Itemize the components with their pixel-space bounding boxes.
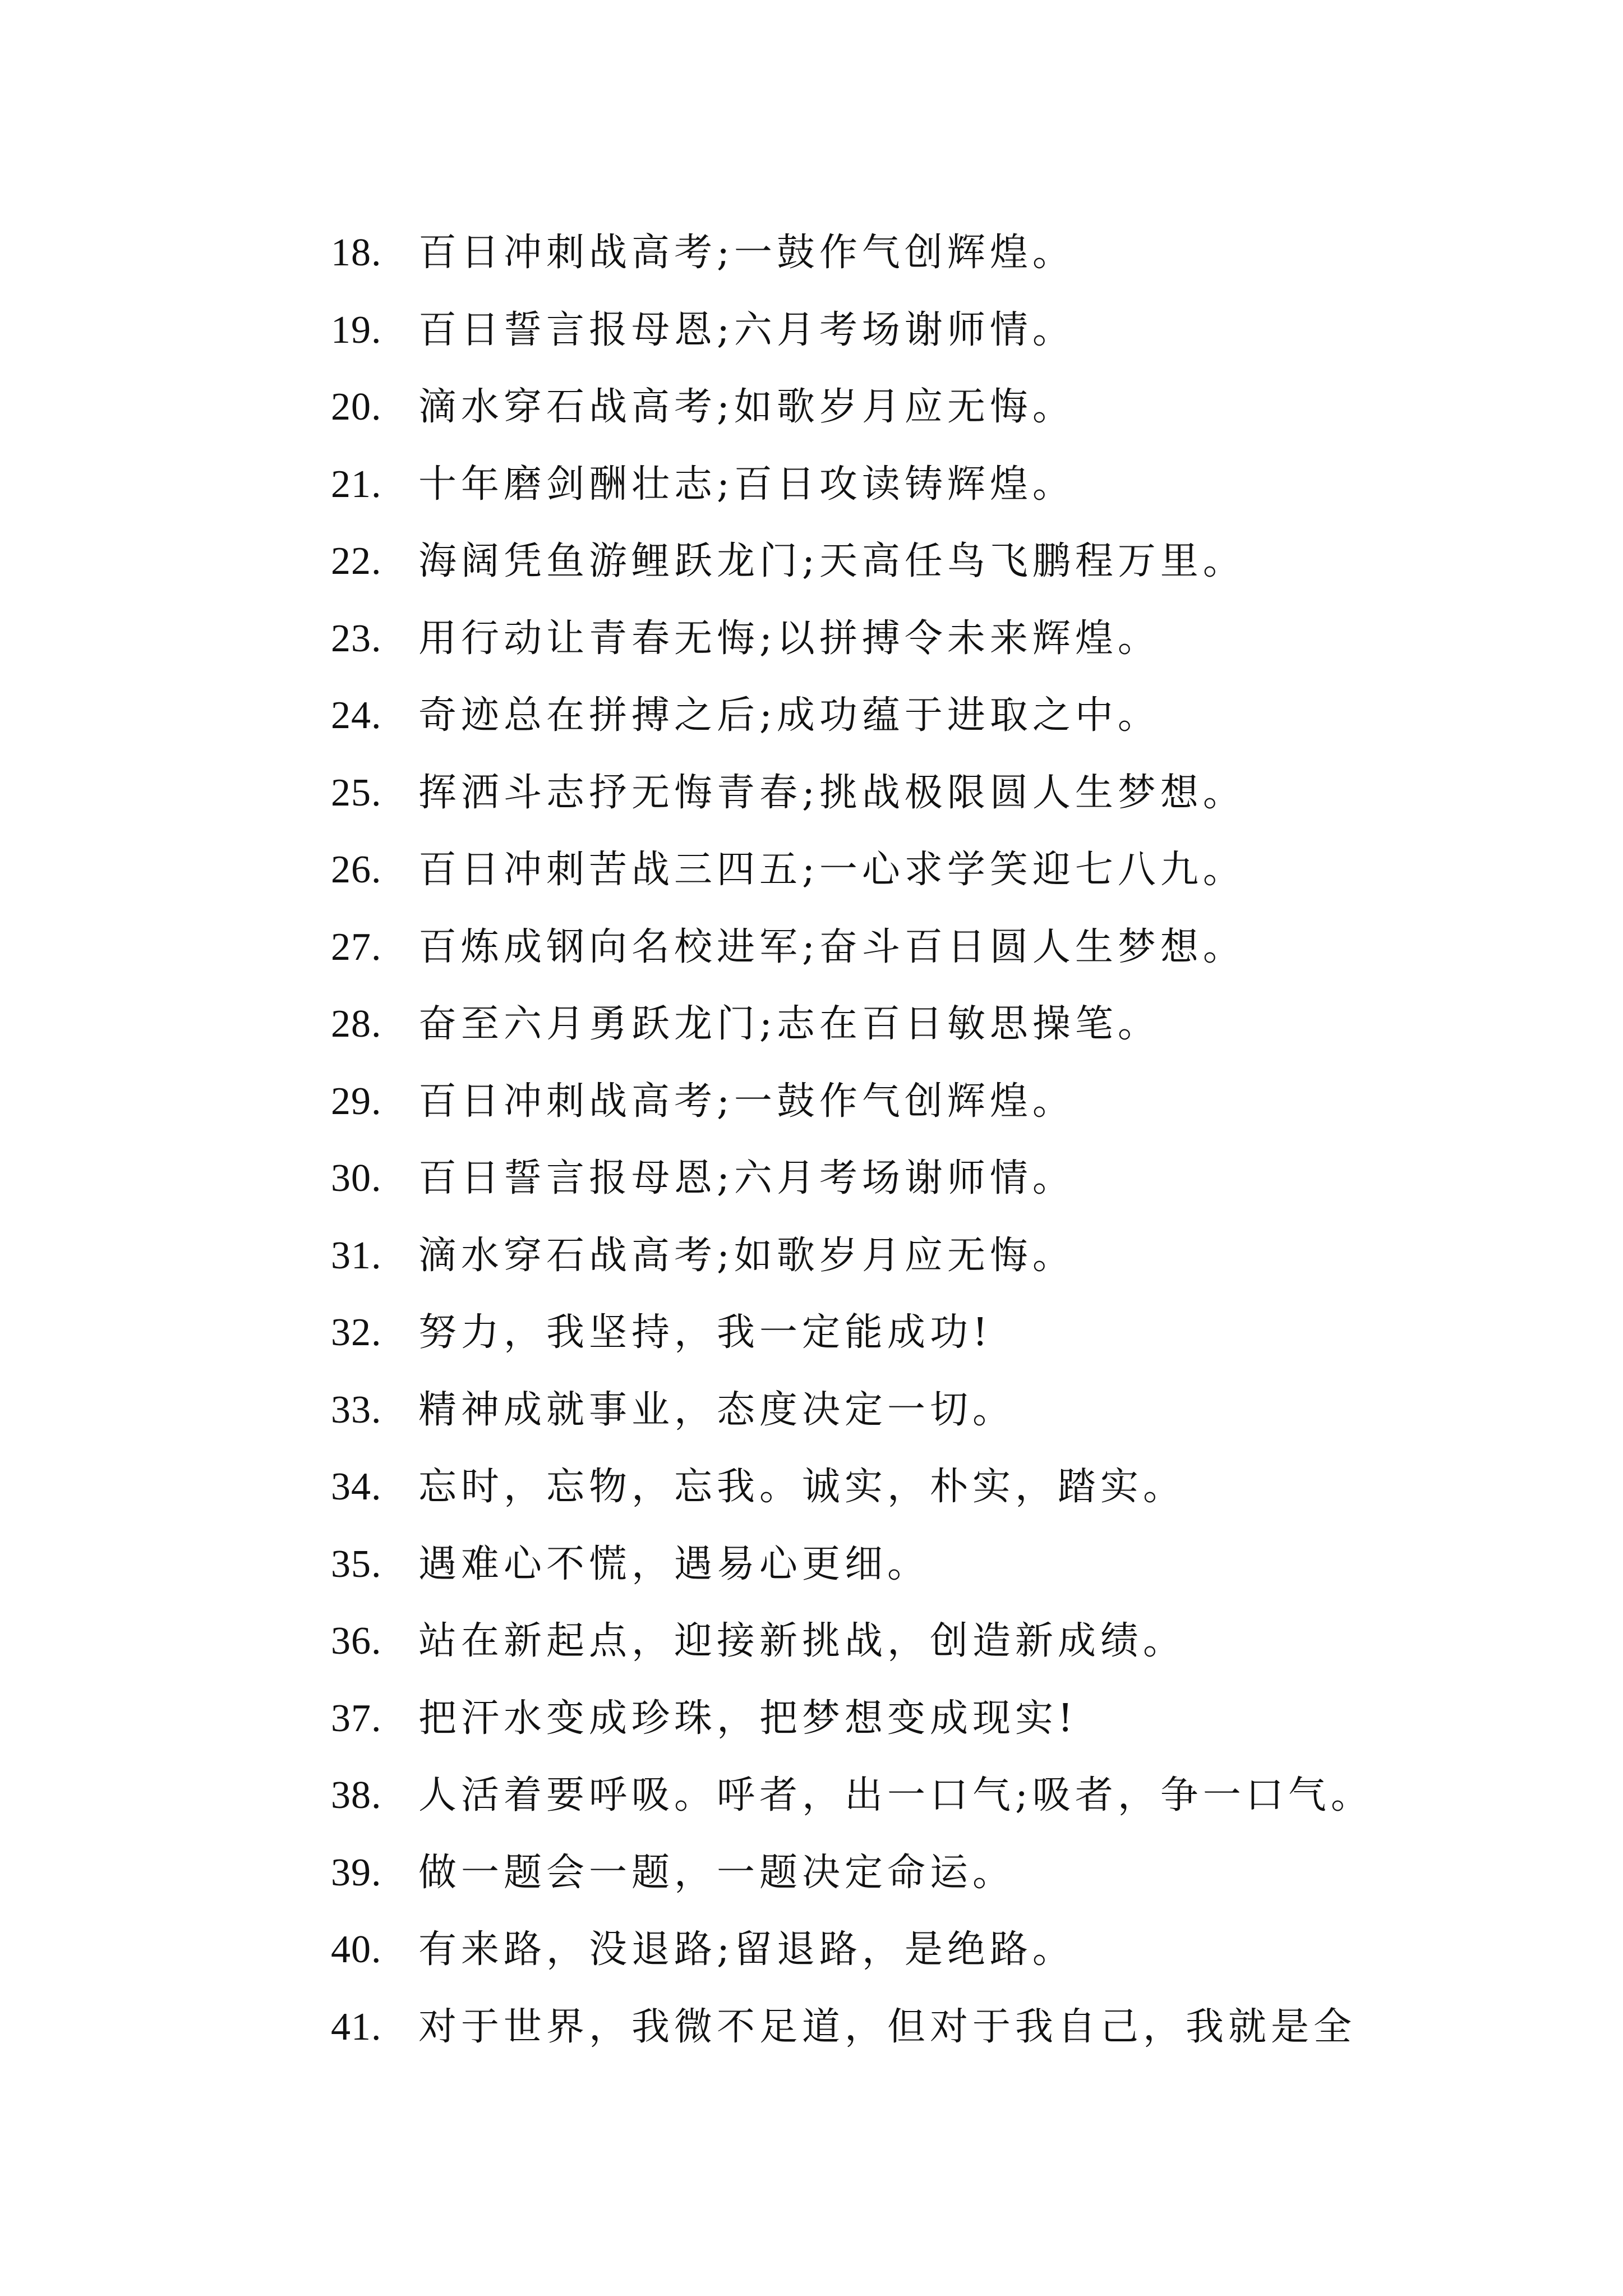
item-text: 百日誓言报母恩;六月考场谢师情。 (418, 1156, 1075, 1200)
list-item (331, 754, 1520, 832)
item-number: 24. (331, 694, 382, 737)
item-text: 百日誓言报母恩;六月考场谢师情。 (418, 307, 1075, 352)
item-number: 34. (331, 1465, 382, 1508)
item-text: 遇难心不慌，遇易心更细。 (418, 1542, 930, 1586)
list-item (331, 986, 1520, 1063)
item-text: 站在新起点，迎接新挑战，创造新成绩。 (418, 1619, 1186, 1663)
list-item (331, 1063, 1520, 1140)
list-item (331, 214, 1520, 292)
list-item (331, 1757, 1520, 1834)
item-number: 38. (331, 1774, 382, 1817)
list-item (331, 1294, 1520, 1372)
item-text: 对于世界，我微不足道，但对于我自己，我就是全 (418, 2004, 1357, 2049)
item-number: 22. (331, 540, 382, 583)
item-number: 39. (331, 1851, 382, 1894)
item-text: 百日冲刺战高考;一鼓作气创辉煌。 (418, 1079, 1075, 1124)
item-text: 奋至六月勇跃龙门;志在百日敏思操笔。 (418, 1002, 1160, 1046)
list-item (331, 600, 1520, 678)
item-number: 30. (331, 1157, 382, 1200)
item-number: 21. (331, 462, 382, 506)
item-text: 做一题会一题，一题决定命运。 (418, 1850, 1016, 1895)
list-item (331, 1217, 1520, 1295)
item-text: 百炼成钢向名校进军;奋斗百日圆人生梦想。 (418, 924, 1246, 969)
item-number: 35. (331, 1542, 382, 1586)
list-item (331, 369, 1520, 446)
list-item (331, 1372, 1520, 1449)
item-text: 把汗水变成珍珠，把梦想变成现实! (418, 1696, 1078, 1741)
item-number: 25. (331, 771, 382, 815)
item-number: 28. (331, 1002, 382, 1046)
list-item (331, 446, 1520, 523)
list-item (331, 1140, 1520, 1217)
item-text: 奇迹总在拼搏之后;成功蕴于进取之中。 (418, 693, 1160, 738)
list-item (331, 677, 1520, 754)
item-number: 37. (331, 1696, 382, 1740)
item-number: 33. (331, 1388, 382, 1432)
list-item (331, 1603, 1520, 1680)
item-text: 滴水穿石战高考;如歌岁月应无悔。 (418, 385, 1075, 429)
item-text: 有来路，没退路;留退路，是绝路。 (418, 1927, 1075, 1972)
item-number: 40. (331, 1928, 382, 1971)
item-text: 挥洒斗志抒无悔青春;挑战极限圆人生梦想。 (418, 770, 1246, 815)
list-item (331, 909, 1520, 986)
item-text: 用行动让青春无悔;以拼搏令未来辉煌。 (418, 616, 1160, 661)
list-item (331, 1989, 1520, 2066)
item-number: 32. (331, 1311, 382, 1354)
item-number: 31. (331, 1234, 382, 1277)
item-number: 29. (331, 1079, 382, 1123)
item-number: 19. (331, 308, 382, 352)
list-item (331, 523, 1520, 600)
item-text: 十年磨剑酬壮志;百日攻读铸辉煌。 (418, 462, 1075, 507)
item-text: 人活着要呼吸。呼者，出一口气;吸者，争一口气。 (418, 1773, 1373, 1818)
item-text: 百日冲刺战高考;一鼓作气创辉煌。 (418, 231, 1075, 275)
item-number: 27. (331, 925, 382, 969)
list-item (331, 1911, 1520, 1989)
item-text: 滴水穿石战高考;如歌岁月应无悔。 (418, 1233, 1075, 1278)
item-number: 18. (331, 231, 382, 274)
item-text: 百日冲刺苦战三四五;一心求学笑迎七八九。 (418, 848, 1246, 892)
item-number: 20. (331, 385, 382, 429)
item-text: 海阔凭鱼游鲤跃龙门;天高任鸟飞鹏程万里。 (418, 539, 1246, 583)
list-item (331, 1526, 1520, 1603)
item-number: 26. (331, 848, 382, 891)
item-number: 41. (331, 2005, 382, 2049)
item-text: 忘时，忘物，忘我。诚实，朴实，踏实。 (418, 1465, 1186, 1509)
item-number: 23. (331, 616, 382, 660)
list-item (331, 292, 1520, 369)
list-item (331, 831, 1520, 909)
item-number: 36. (331, 1619, 382, 1663)
list-item (331, 1834, 1520, 1912)
slogan-list (331, 214, 1520, 2065)
list-item (331, 1680, 1520, 1757)
list-item (331, 1448, 1520, 1526)
item-text: 精神成就事业，态度决定一切。 (418, 1387, 1016, 1432)
item-text: 努力，我坚持，我一定能成功! (418, 1310, 993, 1355)
